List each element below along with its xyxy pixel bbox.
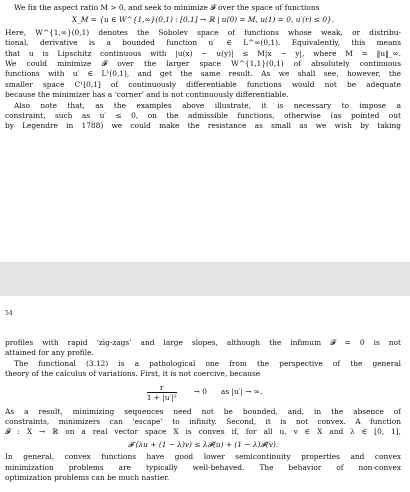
fraction-numerator: r (147, 383, 177, 393)
text-line: attained for any profile. (5, 348, 94, 358)
text-line: The functional (3.12) is a pathological one from the perspective of the general (14, 358, 401, 368)
limit-condition: as |u′| → ∞. (220, 387, 263, 397)
text-line: Here, W^{1,∞}(0,1) denotes the Sobolev space of functions whose weak, or distribu- (5, 27, 401, 37)
text-line: We could minimize 𝓕 over the larger space W^{1,1}(0,1) of absolutely continuous (5, 59, 401, 69)
equation-space-definition: X_M = {u ∈ W^{1,∞}(0,1) : [0,1] → ℝ | u(0) = M, u(1) = 0, u′(r) ≤ 0}. (71, 15, 335, 25)
text-line: constraints, minimizers can ‘escape’ to infinity. Second, it is not convex. A function (5, 417, 401, 427)
page-1-body (5, 3, 401, 132)
fraction-denominator: 1 + |u′|² (146, 392, 177, 402)
text-line: profiles with rapid ‘zig-zags’ and large slopes, although the infimum 𝓕 = 0 is not (5, 338, 401, 347)
text-line: We fix the aspect ratio M > 0, and seek to minimize 𝓕 over the space of functions (14, 3, 320, 12)
text-line: Also note that, as the examples above illustrate, it is necessary to impose a (14, 100, 401, 110)
text-line: As a result, minimizing sequences need not be bounded, and, in the absence of (5, 406, 401, 416)
text-line: by Legendre in 1788) we could make the resistance as small as we wish by taking (5, 121, 401, 131)
limit-arrow: → 0 (193, 387, 207, 397)
text-line: optimization problems can be much nastier. (5, 473, 170, 483)
text-line: theory of the calculus of variations. First, it is not coercive, because (5, 369, 261, 379)
equation-convexity: 𝓕 (λu + (1 − λ)v) ≤ λ𝓕(u) + (1 − λ)𝓕(v). (127, 439, 279, 449)
page-gap (0, 262, 410, 296)
text-line: functions with u′ ∈ L¹(0,1), and get the same result. As we shall see, however, the (5, 69, 401, 79)
text-line: tional, derivative is a bounded function u′ ∈ L^∞(0,1). Equivalently, this means (5, 38, 401, 48)
page-number: 54 (5, 310, 13, 317)
document-page-2 (0, 296, 410, 492)
text-line: constraint, such as u′ ≤ 0, on the admissible functions, otherwise (as pointed out (5, 111, 401, 121)
text-line: because the minimizer has a ‘corner’ and is not continuously differentiable. (5, 90, 289, 100)
text-line: 𝓕 : X → ℝ on a real vector space X is convex if, for all u, v ∈ X and λ ∈ [0, 1], (5, 427, 401, 437)
text-line: smaller space C¹[0,1] of continuously differentiable functions would not be adequate (5, 79, 401, 89)
fraction (147, 383, 177, 403)
equation-not-coercive (5, 383, 401, 403)
page-2-body (5, 338, 401, 483)
text-line: that u is Lipschitz continuous with |u(x) − u(y)| ≤ M|x − y|, where M = ‖u‖_∞. (5, 48, 401, 58)
text-line: In general, convex functions have good lower semicontinuity properties and convex (5, 452, 401, 462)
text-line: minimization problems are typically well-behaved. The behavior of non-convex (5, 462, 401, 472)
